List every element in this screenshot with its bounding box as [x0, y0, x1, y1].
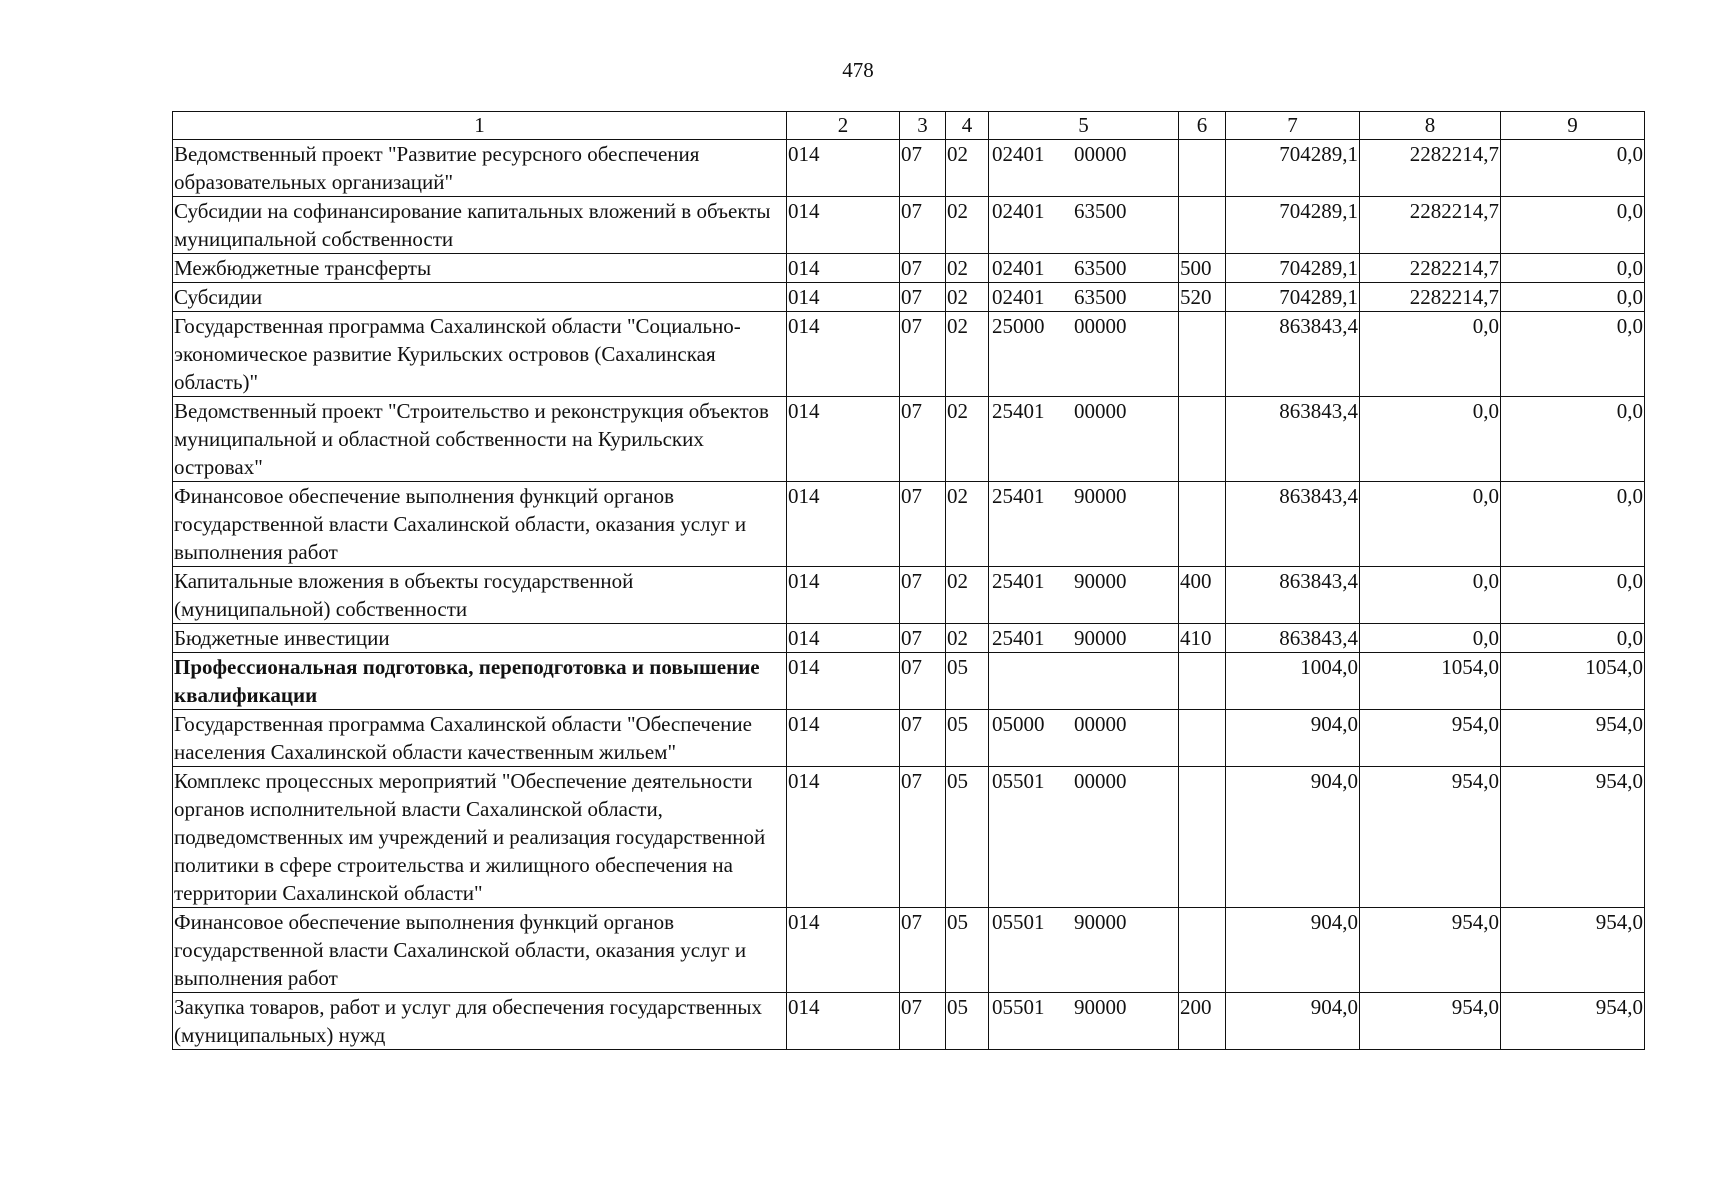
target-article-direction: 00000: [1074, 712, 1127, 736]
row-name: Государственная программа Сахалинской области "Обеспечение населения Сахалинской области качественным жильем": [173, 710, 787, 767]
header-cell: 3: [900, 112, 946, 140]
section-code: 07: [900, 767, 946, 908]
table-row: [173, 624, 1645, 653]
amount-col-8: 0,0: [1360, 312, 1501, 397]
target-article-program: 05501: [992, 995, 1045, 1019]
subsection-code: 02: [946, 624, 989, 653]
section-code: 07: [900, 482, 946, 567]
expense-type-code: [1179, 653, 1226, 710]
amount-col-9: 0,0: [1501, 140, 1645, 197]
subsection-code: 02: [946, 482, 989, 567]
amount-col-7: 904,0: [1226, 908, 1360, 993]
ministry-code: 014: [787, 254, 900, 283]
target-article-cell: [989, 993, 1179, 1050]
target-article-direction: 00000: [1074, 314, 1127, 338]
target-article-program: 05501: [992, 910, 1045, 934]
amount-col-7: 863843,4: [1226, 397, 1360, 482]
table-row: [173, 397, 1645, 482]
table-row: [173, 482, 1645, 567]
table-body: [173, 140, 1645, 1050]
amount-col-8: 954,0: [1360, 767, 1501, 908]
target-article-cell: [989, 482, 1179, 567]
table-row: [173, 908, 1645, 993]
row-name: Финансовое обеспечение выполнения функций органов государственной власти Сахалинской области, оказания услуг и выполнения работ: [173, 482, 787, 567]
header-cell: 8: [1360, 112, 1501, 140]
amount-col-9: 954,0: [1501, 710, 1645, 767]
target-article-direction: 90000: [1074, 626, 1127, 650]
page-number: 478: [842, 58, 874, 82]
amount-col-7: 1004,0: [1226, 653, 1360, 710]
target-article-program: 25401: [992, 399, 1045, 423]
header-cell: 5: [989, 112, 1179, 140]
amount-col-8: 0,0: [1360, 624, 1501, 653]
row-name: Капитальные вложения в объекты государственной (муниципальной) собственности: [173, 567, 787, 624]
section-code: 07: [900, 993, 946, 1050]
ministry-code: 014: [787, 283, 900, 312]
table-row: [173, 140, 1645, 197]
amount-col-7: 704289,1: [1226, 283, 1360, 312]
table-row: [173, 312, 1645, 397]
subsection-code: 05: [946, 908, 989, 993]
table-row: [173, 254, 1645, 283]
target-article-direction: 90000: [1074, 910, 1127, 934]
amount-col-7: 904,0: [1226, 993, 1360, 1050]
target-article-direction: 00000: [1074, 142, 1127, 166]
target-article-direction: 00000: [1074, 769, 1127, 793]
section-code: 07: [900, 283, 946, 312]
row-name: Комплекс процессных мероприятий "Обеспечение деятельности органов исполнительной власти Сахалинской области, подведомственных им учреждений и реализация государственной политики в сфере строительства и жилищного обеспечения на территории Сахалинской области": [173, 767, 787, 908]
target-article-cell: [989, 312, 1179, 397]
target-article-program: 25000: [992, 314, 1045, 338]
subsection-code: 02: [946, 312, 989, 397]
row-name: Финансовое обеспечение выполнения функций органов государственной власти Сахалинской области, оказания услуг и выполнения работ: [173, 908, 787, 993]
amount-col-8: 0,0: [1360, 567, 1501, 624]
subsection-code: 05: [946, 653, 989, 710]
amount-col-9: 0,0: [1501, 624, 1645, 653]
target-article-cell: [989, 254, 1179, 283]
row-name: Бюджетные инвестиции: [173, 624, 787, 653]
row-name: Государственная программа Сахалинской области "Социально-экономическое развитие Курильских островов (Сахалинская область)": [173, 312, 787, 397]
amount-col-9: 954,0: [1501, 993, 1645, 1050]
amount-col-7: 863843,4: [1226, 624, 1360, 653]
header-cell: 4: [946, 112, 989, 140]
expense-type-code: 520: [1179, 283, 1226, 312]
row-name: Межбюджетные трансферты: [173, 254, 787, 283]
amount-col-9: 1054,0: [1501, 653, 1645, 710]
row-name: Ведомственный проект "Строительство и реконструкция объектов муниципальной и областной собственности на Курильских островах": [173, 397, 787, 482]
section-code: 07: [900, 710, 946, 767]
target-article-cell: [989, 908, 1179, 993]
amount-col-9: 954,0: [1501, 767, 1645, 908]
section-code: 07: [900, 908, 946, 993]
target-article-direction: 00000: [1074, 399, 1127, 423]
amount-col-8: 954,0: [1360, 908, 1501, 993]
target-article-direction: 90000: [1074, 484, 1127, 508]
amount-col-8: 0,0: [1360, 397, 1501, 482]
section-code: 07: [900, 653, 946, 710]
row-name: Субсидии на софинансирование капитальных вложений в объекты муниципальной собственности: [173, 197, 787, 254]
target-article-direction: 63500: [1074, 285, 1127, 309]
ministry-code: 014: [787, 197, 900, 254]
target-article-program: 25401: [992, 569, 1045, 593]
target-article-cell: [989, 653, 1179, 710]
amount-col-8: 954,0: [1360, 710, 1501, 767]
table-row: [173, 197, 1645, 254]
amount-col-7: 863843,4: [1226, 312, 1360, 397]
section-code: 07: [900, 397, 946, 482]
ministry-code: 014: [787, 140, 900, 197]
target-article-program: 02401: [992, 256, 1045, 280]
target-article-program: 02401: [992, 142, 1045, 166]
ministry-code: 014: [787, 653, 900, 710]
amount-col-8: 2282214,7: [1360, 140, 1501, 197]
header-cell: 6: [1179, 112, 1226, 140]
target-article-direction: 90000: [1074, 569, 1127, 593]
amount-col-9: 0,0: [1501, 397, 1645, 482]
target-article-direction: 90000: [1074, 995, 1127, 1019]
subsection-code: 02: [946, 197, 989, 254]
expense-type-code: [1179, 710, 1226, 767]
expense-type-code: [1179, 140, 1226, 197]
section-code: 07: [900, 312, 946, 397]
target-article-cell: [989, 567, 1179, 624]
ministry-code: 014: [787, 710, 900, 767]
amount-col-9: 0,0: [1501, 567, 1645, 624]
budget-table: [172, 111, 1645, 1050]
amount-col-7: 863843,4: [1226, 567, 1360, 624]
section-code: 07: [900, 197, 946, 254]
target-article-cell: [989, 710, 1179, 767]
amount-col-8: 2282214,7: [1360, 197, 1501, 254]
table-row: [173, 767, 1645, 908]
amount-col-7: 904,0: [1226, 767, 1360, 908]
amount-col-8: 0,0: [1360, 482, 1501, 567]
target-article-cell: [989, 197, 1179, 254]
target-article-program: 02401: [992, 285, 1045, 309]
expense-type-code: [1179, 908, 1226, 993]
expense-type-code: 400: [1179, 567, 1226, 624]
amount-col-9: 954,0: [1501, 908, 1645, 993]
ministry-code: 014: [787, 567, 900, 624]
ministry-code: 014: [787, 397, 900, 482]
header-cell: 1: [173, 112, 787, 140]
amount-col-7: 863843,4: [1226, 482, 1360, 567]
subsection-code: 02: [946, 283, 989, 312]
row-name: Ведомственный проект "Развитие ресурсного обеспечения образовательных организаций": [173, 140, 787, 197]
header-row: [173, 112, 1645, 140]
row-name: Профессиональная подготовка, переподготовка и повышение квалификации: [173, 653, 787, 710]
amount-col-8: 1054,0: [1360, 653, 1501, 710]
subsection-code: 05: [946, 710, 989, 767]
expense-type-code: 200: [1179, 993, 1226, 1050]
amount-col-8: 2282214,7: [1360, 283, 1501, 312]
subsection-code: 02: [946, 140, 989, 197]
expense-type-code: 500: [1179, 254, 1226, 283]
amount-col-7: 704289,1: [1226, 197, 1360, 254]
target-article-cell: [989, 767, 1179, 908]
section-code: 07: [900, 254, 946, 283]
target-article-cell: [989, 283, 1179, 312]
subsection-code: 02: [946, 397, 989, 482]
ministry-code: 014: [787, 482, 900, 567]
section-code: 07: [900, 567, 946, 624]
subsection-code: 02: [946, 254, 989, 283]
amount-col-8: 954,0: [1360, 993, 1501, 1050]
section-code: 07: [900, 624, 946, 653]
table-row: [173, 993, 1645, 1050]
target-article-program: 02401: [992, 199, 1045, 223]
table-row: [173, 567, 1645, 624]
section-code: 07: [900, 140, 946, 197]
target-article-direction: 63500: [1074, 256, 1127, 280]
target-article-cell: [989, 140, 1179, 197]
expense-type-code: [1179, 767, 1226, 908]
amount-col-9: 0,0: [1501, 254, 1645, 283]
amount-col-8: 2282214,7: [1360, 254, 1501, 283]
header-cell: 7: [1226, 112, 1360, 140]
amount-col-9: 0,0: [1501, 283, 1645, 312]
table-row: [173, 283, 1645, 312]
header-cell: 9: [1501, 112, 1645, 140]
target-article-cell: [989, 397, 1179, 482]
ministry-code: 014: [787, 767, 900, 908]
target-article-program: 05000: [992, 712, 1045, 736]
expense-type-code: [1179, 197, 1226, 254]
amount-col-9: 0,0: [1501, 197, 1645, 254]
ministry-code: 014: [787, 312, 900, 397]
subsection-code: 02: [946, 567, 989, 624]
expense-type-code: 410: [1179, 624, 1226, 653]
header-cell: 2: [787, 112, 900, 140]
target-article-cell: [989, 624, 1179, 653]
ministry-code: 014: [787, 993, 900, 1050]
target-article-direction: 63500: [1074, 199, 1127, 223]
amount-col-9: 0,0: [1501, 312, 1645, 397]
amount-col-7: 904,0: [1226, 710, 1360, 767]
row-name: Закупка товаров, работ и услуг для обеспечения государственных (муниципальных) нужд: [173, 993, 787, 1050]
ministry-code: 014: [787, 624, 900, 653]
expense-type-code: [1179, 482, 1226, 567]
amount-col-7: 704289,1: [1226, 254, 1360, 283]
subsection-code: 05: [946, 767, 989, 908]
target-article-program: 25401: [992, 484, 1045, 508]
row-name: Субсидии: [173, 283, 787, 312]
target-article-program: 05501: [992, 769, 1045, 793]
amount-col-7: 704289,1: [1226, 140, 1360, 197]
target-article-program: 25401: [992, 626, 1045, 650]
amount-col-9: 0,0: [1501, 482, 1645, 567]
subsection-code: 05: [946, 993, 989, 1050]
expense-type-code: [1179, 312, 1226, 397]
table-row: [173, 653, 1645, 710]
table-row: [173, 710, 1645, 767]
expense-type-code: [1179, 397, 1226, 482]
ministry-code: 014: [787, 908, 900, 993]
